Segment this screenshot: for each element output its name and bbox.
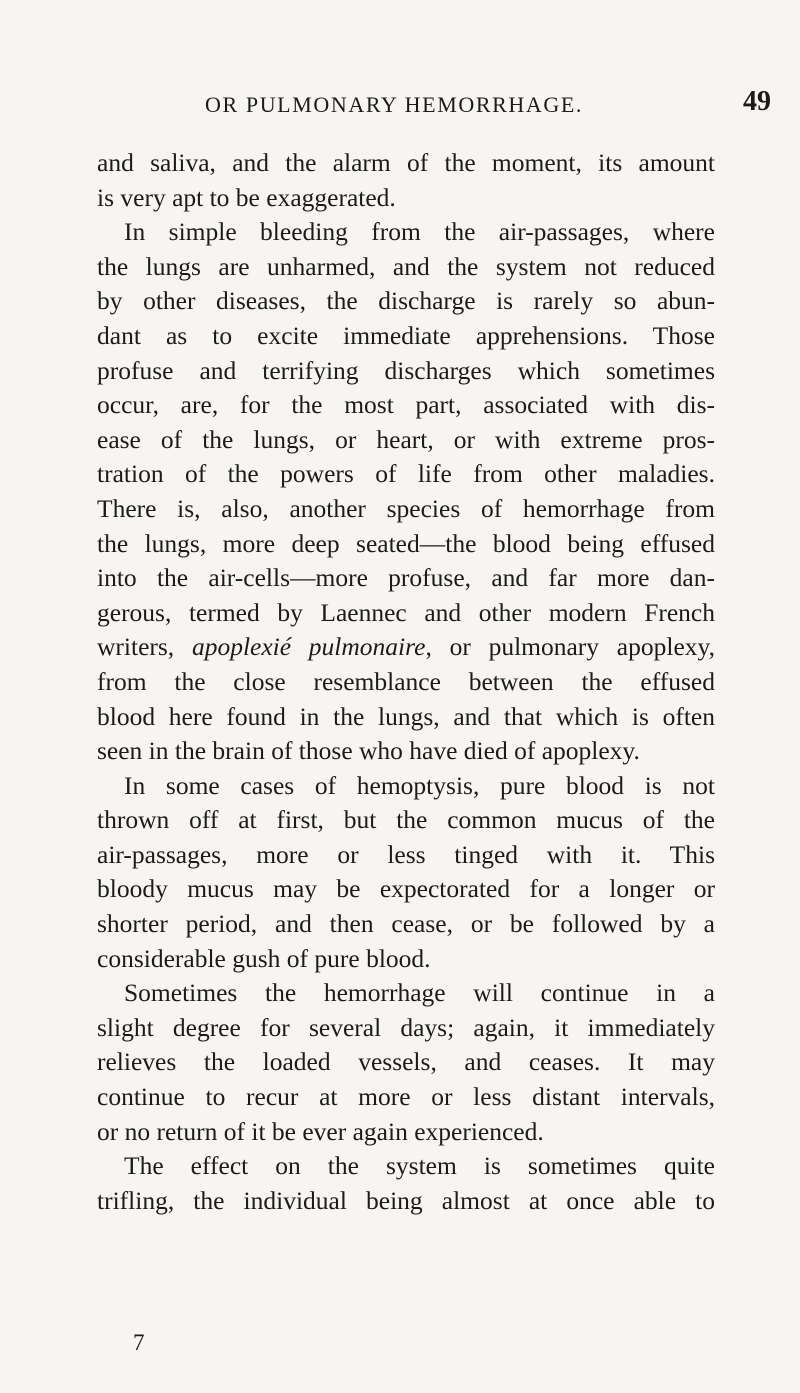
text-line: gerous, termed by Laennec and other modern French [97,597,715,627]
text-line: blood here found in the lungs, and that which is often [97,701,715,731]
text-line: In some cases of hemoptysis, pure blood is not [124,770,715,800]
text-line: tration of the powers of life from other maladies. [97,459,715,489]
text-line: slight degree for several days; again, it immediately [97,1012,715,1042]
text-line: trifling, the individual being almost at once able to [97,1185,715,1215]
text-line: is very apt to be exaggerated. [97,182,396,212]
text-line: thrown off at first, but the common mucus of the [97,805,715,835]
text-line: ease of the lungs, or heart, or with extreme pros- [97,424,715,454]
text-line: considerable gush of pure blood. [97,943,431,973]
text-run: , or pulmonary apoplexy, [425,632,715,662]
text-line: occur, are, for the most part, associated with dis- [97,390,715,420]
text-line-writers [97,630,715,665]
text-line: shorter period, and then cease, or be followed by a [97,909,715,939]
text-line: and saliva, and the alarm of the moment, its amount [97,148,715,177]
page-number: 49 [743,86,771,117]
text-run: writers, [97,632,192,662]
text-line: the lungs, more deep seated—the blood being effused [97,528,715,558]
text-line: Sometimes the hemorrhage will continue in a [124,978,715,1008]
italic-term: apoplexié pulmonaire [191,632,426,662]
text-line: bloody mucus may be expectorated for a longer or [97,874,715,904]
signature-mark: 7 [133,1330,145,1355]
text-line: profuse and terrifying discharges which sometimes [97,355,715,385]
text-line: In simple bleeding from the air-passages, where [124,217,715,247]
text-line: There is, also, another species of hemorrhage from [97,493,715,523]
text-line: air-passages, more or less tinged with it. This [97,839,715,869]
text-line: or no return of it be ever again experienced. [97,1116,544,1146]
text-line: relieves the loaded vessels, and ceases. It may [97,1047,715,1077]
body-text [97,146,715,1218]
running-head: OR PULMONARY HEMORRHAGE. [205,92,584,117]
text-line: continue to recur at more or less distant intervals, [97,1082,715,1112]
text-line: The effect on the system is sometimes quite [124,1151,715,1181]
text-line: into the air-cells—more profuse, and far more dan- [97,563,715,593]
text-line: the lungs are unharmed, and the system not reduced [97,251,715,281]
text-line: seen in the brain of those who have died of apoplexy. [97,736,640,766]
text-line: from the close resemblance between the effused [97,666,715,696]
text-line: dant as to excite immediate apprehensions. Those [97,320,715,350]
text-line: by other diseases, the discharge is rarely so abun- [97,286,715,316]
